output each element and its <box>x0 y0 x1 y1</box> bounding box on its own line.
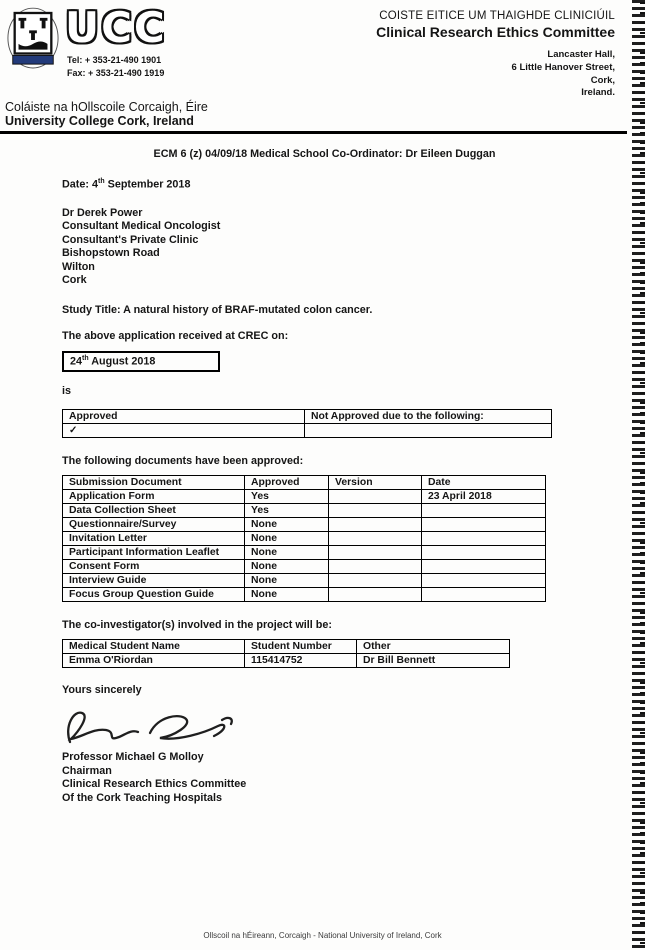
table-cell: Consent Form <box>63 560 245 574</box>
table-cell <box>422 588 546 602</box>
table-cell: Yes <box>245 490 329 504</box>
table-cell: None <box>245 560 329 574</box>
table-cell: None <box>245 532 329 546</box>
table-row <box>63 504 546 518</box>
recipient-line: Consultant's Private Clinic <box>62 233 199 246</box>
table-cell <box>422 532 546 546</box>
table-cell <box>422 574 546 588</box>
ucc-crest-icon <box>6 7 60 78</box>
fax-line: Fax: + 353-21-490 1919 <box>67 68 165 79</box>
table-row <box>63 560 546 574</box>
is-label: is <box>62 385 72 398</box>
table-cell: Application Form <box>63 490 245 504</box>
signoff-title: Chairman <box>62 764 112 777</box>
documents-intro-line: The following documents have been approved: <box>62 455 304 468</box>
committee-name-irish: COISTE EITICE UM THAIGHDE CLINICIÚIL <box>379 10 615 22</box>
address-line: 6 Little Hanover Street, <box>511 61 615 73</box>
table-row <box>63 424 552 438</box>
table-cell <box>329 574 422 588</box>
approved-tick-cell: ✓ <box>63 424 305 438</box>
table-cell: None <box>245 546 329 560</box>
column-header: Approved <box>245 476 329 490</box>
table-cell: Participant Information Leaflet <box>63 546 245 560</box>
signoff-org2: Of the Cork Teaching Hospitals <box>62 791 222 804</box>
handwritten-signature <box>62 706 587 755</box>
recipient-address-block <box>62 207 587 288</box>
table-cell: Data Collection Sheet <box>63 504 245 518</box>
letterhead <box>0 0 645 100</box>
date-line <box>62 178 587 191</box>
column-header: Student Number <box>245 640 357 654</box>
column-header-not-approved: Not Approved due to the following: <box>305 410 552 424</box>
documents-table <box>62 475 546 602</box>
table-row <box>63 490 546 504</box>
table-cell: Emma O'Riordan <box>63 654 245 668</box>
table-cell: Invitation Letter <box>63 532 245 546</box>
reference-line: ECM 6 (z) 04/09/18 Medical School Co-Ordinator: Dr Eileen Duggan <box>153 148 496 161</box>
signoff-block <box>62 751 587 805</box>
date-prefix: Date: 4 <box>62 178 99 191</box>
approval-table <box>62 409 552 438</box>
table-cell: 23 April 2018 <box>422 490 546 504</box>
table-cell <box>422 518 546 532</box>
date-ordinal: th <box>98 178 105 186</box>
table-cell <box>329 560 422 574</box>
table-header-row <box>63 410 552 424</box>
recipient-line: Cork <box>62 274 87 287</box>
table-cell <box>329 588 422 602</box>
coinvestigators-intro-line: The co-investigator(s) involved in the project will be: <box>62 619 332 632</box>
table-row <box>63 518 546 532</box>
received-date-box <box>62 351 220 373</box>
table-cell: Questionnaire/Survey <box>63 518 245 532</box>
recipient-line: Dr Derek Power <box>62 206 143 219</box>
page-footer: Ollscoil na hÉireann, Corcaigh - National University of Ireland, Cork <box>203 931 442 940</box>
table-row <box>63 574 546 588</box>
spiral-binding-scan-marks <box>632 0 645 950</box>
table-row <box>63 546 546 560</box>
table-cell <box>329 490 422 504</box>
column-header: Version <box>329 476 422 490</box>
university-name-block <box>0 100 645 128</box>
table-cell <box>329 504 422 518</box>
table-cell: Focus Group Question Guide <box>63 588 245 602</box>
table-row <box>63 588 546 602</box>
column-header: Other <box>357 640 510 654</box>
received-date-suffix: August 2018 <box>88 355 156 368</box>
column-header: Date <box>422 476 546 490</box>
tel-line: Tel: + 353-21-490 1901 <box>67 54 162 65</box>
table-header-row <box>63 476 546 490</box>
table-row <box>63 654 510 668</box>
received-date-prefix: 24 <box>70 355 83 368</box>
table-header-row <box>63 640 510 654</box>
university-name-irish: Coláiste na hOllscoile Corcaigh, Éire <box>5 100 208 115</box>
received-line: The above application received at CREC on: <box>62 329 289 342</box>
received-date-ordinal: th <box>82 354 89 362</box>
letterhead-left <box>6 3 167 100</box>
recipient-line: Wilton <box>62 260 95 273</box>
not-approved-cell <box>305 424 552 438</box>
recipient-line: Consultant Medical Oncologist <box>62 220 221 233</box>
committee-name-english: Clinical Research Ethics Committee <box>376 24 615 40</box>
table-cell <box>422 504 546 518</box>
letterhead-right <box>376 7 615 100</box>
table-cell <box>422 560 546 574</box>
closing-line: Yours sincerely <box>62 684 142 697</box>
study-title-line: Study Title: A natural history of BRAF-mutated colon cancer. <box>62 303 373 316</box>
table-cell <box>422 546 546 560</box>
table-cell <box>329 518 422 532</box>
table-cell: Yes <box>245 504 329 518</box>
table-cell: None <box>245 518 329 532</box>
signoff-org: Clinical Research Ethics Committee <box>62 778 247 791</box>
table-cell: 115414752 <box>245 654 357 668</box>
header-divider <box>0 131 627 134</box>
table-row <box>63 532 546 546</box>
ucc-logo: UCC <box>65 3 167 52</box>
date-suffix: September 2018 <box>104 178 191 191</box>
table-cell: Interview Guide <box>63 574 245 588</box>
address-line: Lancaster Hall, <box>547 49 615 60</box>
address-line: Ireland. <box>581 87 615 99</box>
signoff-name: Professor Michael G Molloy <box>62 751 204 764</box>
table-cell <box>329 546 422 560</box>
university-name-english: University College Cork, Ireland <box>5 114 194 129</box>
committee-address <box>376 49 615 100</box>
column-header: Submission Document <box>63 476 245 490</box>
table-cell <box>329 532 422 546</box>
letter-body <box>0 148 645 805</box>
column-header: Medical Student Name <box>63 640 245 654</box>
address-line: Cork, <box>590 74 615 86</box>
table-cell: None <box>245 574 329 588</box>
table-cell: None <box>245 588 329 602</box>
table-cell: Dr Bill Bennett <box>357 654 510 668</box>
recipient-line: Bishopstown Road <box>62 247 160 260</box>
column-header-approved: Approved <box>63 410 305 424</box>
coinvestigators-table <box>62 639 510 668</box>
